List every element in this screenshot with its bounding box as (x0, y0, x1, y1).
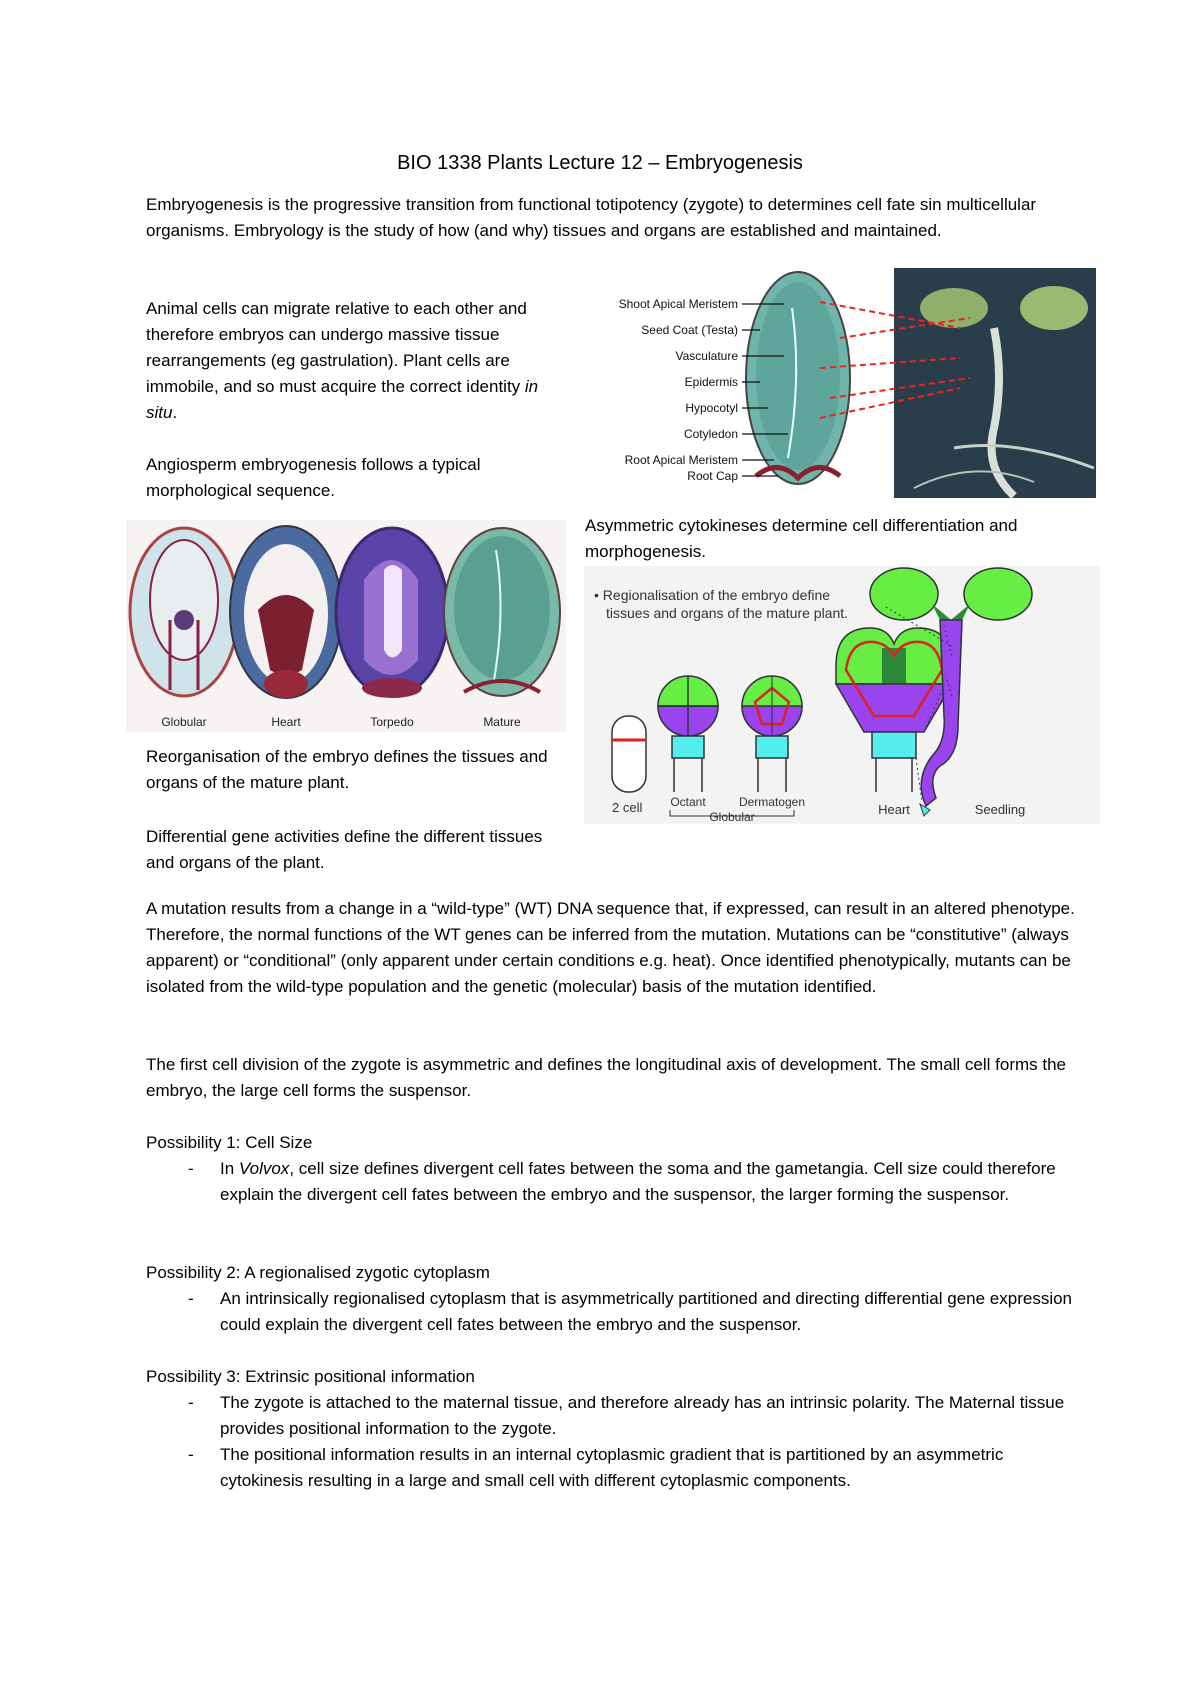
in-situ-text: in situ (146, 377, 539, 422)
seed-label-hypocotyl: Hypocotyl (685, 401, 738, 415)
possibility3-item-1 (146, 1390, 1076, 1442)
label-octant: Octant (670, 795, 706, 809)
seed-label-sam: Shoot Apical Meristem (618, 297, 738, 311)
dermatogen-stage (742, 676, 802, 792)
volvox-text: Volvox (238, 1159, 290, 1178)
label-globular: Globular (709, 810, 755, 824)
region-bullet-line2: tissues and organs of the mature plant. (606, 605, 849, 621)
first-division-paragraph: The first cell division of the zygote is asymmetric and defines the longitudinal axis of development. The small cell forms the embryo, the large cell forms the suspensor. (146, 1055, 1067, 1100)
asym-caption: Asymmetric cytokineses determine cell differentiation and morphogenesis. (585, 516, 1018, 561)
diff-gene-paragraph: Differential gene activities define the different tissues and organs of the plant. (146, 827, 543, 872)
mutation-paragraph: A mutation results from a change in a “wild-type” (WT) DNA sequence that, if expressed, can result in an altered phenotype. Therefore, the normal functions of the WT genes can be inferred from the mutation. Mutations can be “constitutive” (always apparent) or “conditional” (only apparent under certain conditions e.g. heat). Once identified phenotypically, mutants can be isolated from the wild-type population and the genetic (molecular) basis of the mutation identified. (146, 899, 1075, 996)
stage-label-mature: Mature (483, 715, 521, 729)
dash-marker: - (188, 1159, 194, 1178)
possibility1-item-start: In (220, 1159, 239, 1178)
label-seedling: Seedling (974, 802, 1026, 817)
torpedo-embryo (336, 528, 448, 698)
heart-embryo (230, 526, 342, 698)
regionalisation-svg (584, 566, 1100, 824)
possibility3-item-1-text: The zygote is attached to the maternal tissue, and therefore already has an intrinsic polarity. The Maternal tissue provides positional information to the zygote. (220, 1393, 1065, 1438)
dash-marker: - (188, 1445, 194, 1464)
stage-label-torpedo: Torpedo (370, 715, 414, 729)
label-two-cell: 2 cell (612, 800, 643, 815)
mature-embryo (444, 528, 560, 696)
dash-marker: - (188, 1289, 194, 1308)
label-heart: Heart (878, 802, 910, 817)
two-cell-stage (612, 716, 646, 792)
possibility1-item-rest: , cell size defines divergent cell fates between the soma and the gametangia. Cell size could therefore explain the divergent cell fates between the embryo and the suspensor, the larger forming the suspensor. (220, 1159, 1056, 1204)
seed-seedling-links (820, 268, 980, 498)
animal-cells-text: Animal cells can migrate relative to each other and therefore embryos can undergo massive tissue rearrangements (eg gastrulation). Plant cells are immobile, and so must acquire the correct identity (146, 299, 527, 396)
angiosperm-paragraph: Angiosperm embryogenesis follows a typical morphological sequence. (146, 455, 481, 500)
embryo-stages-svg (126, 520, 566, 732)
seed-label-ram: Root Apical Meristem (624, 453, 738, 467)
possibility3-item-2-text: The positional information results in an internal cytoplasmic gradient that is partitioned by an asymmetric cytokinesis resulting in a large and small cell with different cytoplasmic components. (220, 1445, 1004, 1490)
animal-cells-end: . (172, 403, 178, 422)
seed-label-vasculature: Vasculature (675, 349, 738, 363)
seed-label-testa: Seed Coat (Testa) (641, 323, 738, 337)
page-title: BIO 1338 Plants Lecture 12 – Embryogenesis (397, 152, 803, 174)
dash-marker: - (188, 1393, 194, 1412)
possibility1-item (146, 1156, 1076, 1208)
possibility1-section (146, 1130, 1076, 1208)
possibility3-item-2 (146, 1442, 1076, 1494)
seed-label-rootcap: Root Cap (687, 469, 738, 483)
possibility2-item (146, 1286, 1076, 1338)
possibility1-heading: Possibility 1: Cell Size (146, 1133, 313, 1152)
possibility2-item-text: An intrinsically regionalised cytoplasm that is asymmetrically partitioned and directing differential gene expression could explain the divergent cell fates between the embryo and the suspensor. (220, 1289, 1073, 1334)
label-dermatogen: Dermatogen (738, 795, 806, 809)
globular-embryo (130, 528, 238, 696)
stage-label-heart: Heart (271, 715, 301, 729)
region-bullet-line1: • Regionalisation of the embryo define (594, 587, 831, 603)
possibility2-section (146, 1260, 1076, 1338)
possibility3-heading: Possibility 3: Extrinsic positional information (146, 1367, 475, 1386)
reorg-paragraph: Reorganisation of the embryo defines the tissues and organs of the mature plant. (146, 747, 548, 792)
animal-cells-paragraph (146, 296, 566, 426)
possibility2-heading: Possibility 2: A regionalised zygotic cytoplasm (146, 1263, 490, 1282)
regionalisation-diagram (584, 566, 1100, 824)
intro-paragraph: Embryogenesis is the progressive transition from functional totipotency (zygote) to determines cell fate sin multicellular organisms. Embryology is the study of how (and why) tissues and organs are established and maintained. (146, 195, 1037, 240)
possibility3-section (146, 1364, 1076, 1494)
seed-label-epidermis: Epidermis (684, 375, 738, 389)
seed-label-cotyledon: Cotyledon (683, 427, 738, 441)
stage-label-globular: Globular (161, 715, 207, 729)
embryo-stages-figure (126, 520, 566, 732)
octant-stage (658, 676, 718, 792)
